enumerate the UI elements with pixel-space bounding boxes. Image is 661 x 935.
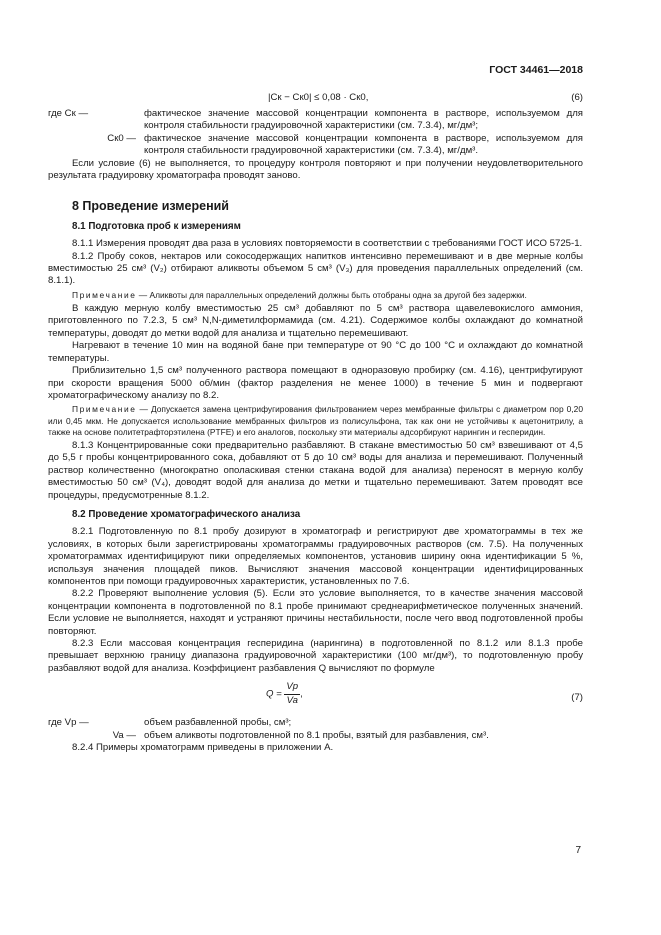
note-text: — Аликвоты для параллельных определений должны быть отобраны одна за другой без задержки. — [136, 289, 527, 300]
paragraph: 8.2.4 Примеры хроматограмм приведены в приложении А. — [72, 742, 334, 754]
subsection-heading: 8.1 Подготовка проб к измерениям — [72, 220, 241, 232]
formula-7-lhs: Q = — [266, 688, 282, 700]
note — [48, 404, 583, 438]
where-symbol: где Cк — — [48, 108, 89, 119]
formula-7-expression — [266, 681, 303, 707]
paragraph: 8.2.3 Если массовая концентрация гесперидина (нарингина) в подготовленной по 8.1.2 или 8.1.3 пробе превышает верхнюю границу диапазона градуировочной характеристики (100 мг/дм³), то подготовленную пробу разбавляют водой для анализа. Коэффициент разбавления Q вычисляют по формуле — [48, 638, 583, 674]
where-definition — [48, 133, 583, 158]
formula-7 — [48, 681, 583, 717]
standard-designation: ГОСТ 34461—2018 — [489, 64, 583, 76]
note-text: — Допускается замена центрифугирования фильтрованием через мембранные фильтры с диаметром пор 0,20 или 0,45 мкм. Не допускается использование мембранных фильтров из полисульфона, так как они не устойчивы к ацетонитрилу, а также на основе политетрафторэтилена (PTFE) и его аналогов, поскольку эти материалы адсорбируют нарингин и гесперидин. — [48, 404, 583, 437]
paragraph: Нагревают в течение 10 мин на водяной бане при температуре от 90 °С до 100 °С и охлаждают до комнатной температуры. — [48, 340, 583, 364]
where-symbol: Va — — [112, 729, 136, 741]
paragraph: 8.1.3 Концентрированные соки предварительно разбавляют. В стакане вместимостью 50 см³ взвешивают от 4,5 до 5,5 г пробы концентрированного сока, добавляют от 5 до 10 см³ воды для анализа и перемешивают. Полученный раствор количественно (многократно ополаскивая стенки стакана водой для анализа) переносят в мерную колбу вместимостью 50 см³ (V₄), доводят водой для анализа до метки и тщательно перемешивают. Затем проводят все процедуры, предусмотренные 8.1.2. — [48, 439, 583, 501]
note — [48, 290, 583, 301]
page-number: 7 — [575, 845, 581, 856]
paragraph: Приблизительно 1,5 см³ полученного раствора помещают в одноразовую пробирку (см. 4.16), центрифугируют при скорости вращения 5000 об/мин (фактор разделения не менее 1000) в течение 5 мин и подвергают хроматографическому анализу по 8.2. — [48, 365, 583, 401]
paragraph: 8.2.2 Проверяют выполнение условия (5). Если это условие выполняется, то в качестве значения массовой концентрации компонента в подготовленной по 8.1 пробе принимают среднеарифметическое полученных значений. Если условие не выполняется, находят и устраняют причины нестабильности, после чего ввод подготовленной пробы повторяют. — [48, 588, 583, 637]
fraction-denominator: Va — [286, 694, 298, 706]
formula-6-number: (6) — [571, 92, 583, 103]
page-content — [48, 90, 583, 754]
formula-7-tail: , — [300, 688, 303, 700]
note-label: Примечание — [72, 404, 137, 415]
paragraph: В каждую мерную колбу вместимостью 25 см³ добавляют по 5 см³ раствора щавелевокислого аммония, приготовленного по 7.2.3, 5 см³ N,N-диметилформамида (см. 4.21). Содержимое колбы охлаждают до комнатной температуры, доводят до метки водой для анализа и тщательно перемешивают. — [48, 303, 583, 339]
where-text: фактическое значение массовой концентрации компонента в растворе, используемом для контроля стабильности градуировочной характеристики (см. 7.3.4), мг/дм³; — [144, 108, 583, 132]
subsection-heading: 8.2 Проведение хроматографического анализа — [72, 508, 301, 520]
fraction-numerator: Vp — [284, 681, 300, 694]
where-text: фактическое значение массовой концентрации компонента в растворе, используемом для контроля стабильности градуировочной характеристики (см. 7.3.4), мг/дм³. — [144, 132, 583, 157]
where-symbol: где Vp — — [48, 717, 89, 729]
formula-7-number: (7) — [571, 692, 583, 704]
where-text: объем разбавленной пробы, см³; — [144, 717, 292, 729]
where-definition — [48, 108, 583, 133]
note-label: Примечание — [72, 289, 137, 300]
section-heading: 8 Проведение измерений — [72, 199, 229, 214]
formula-6 — [48, 90, 583, 108]
paragraph: 8.1.2 Пробу соков, нектаров или сокосодержащих напитков интенсивно перемешивают и в две мерные колбы вместимостью 25 см³ (V₂) отбирают аликвоты объемом 5 см³ (V₃) для проведения параллельных определений (см. 8.1.1). — [48, 250, 583, 287]
paragraph: 8.2.1 Подготовленную по 8.1 пробу дозируют в хроматограф и регистрируют две хроматограммы в тех же условиях, в которых были зарегистрированы хроматограммы градуировочных растворов (см. 7.5). На полученных хроматограммах идентифицируют пики определяемых компонентов, установив ширину окна идентификации 5 %, используя значения площадей пиков. Вычисляют значения массовой концентрации идентифицированных компонентов при помощи градуировочных характеристик, установленных по 7.6. — [48, 526, 583, 587]
where-text: объем аликвоты подготовленной по 8.1 пробы, взятый для разбавления, см³. — [144, 729, 489, 741]
formula-6-expression: |Cк − Cк0| ≤ 0,08 · Cк0, — [268, 92, 369, 103]
paragraph: Если условие (6) не выполняется, то процедуру контроля повторяют и при получении неудовлетворительного результата градуировку хроматографа проводят заново. — [48, 157, 583, 182]
where-symbol: Cк0 — — [107, 132, 136, 144]
paragraph: 8.1.1 Измерения проводят два раза в условиях повторяемости в соответствии с требованиями ГОСТ ИСО 5725-1. — [72, 238, 583, 250]
where-definition — [48, 717, 583, 729]
fraction — [284, 681, 300, 707]
where-definition — [48, 730, 583, 742]
